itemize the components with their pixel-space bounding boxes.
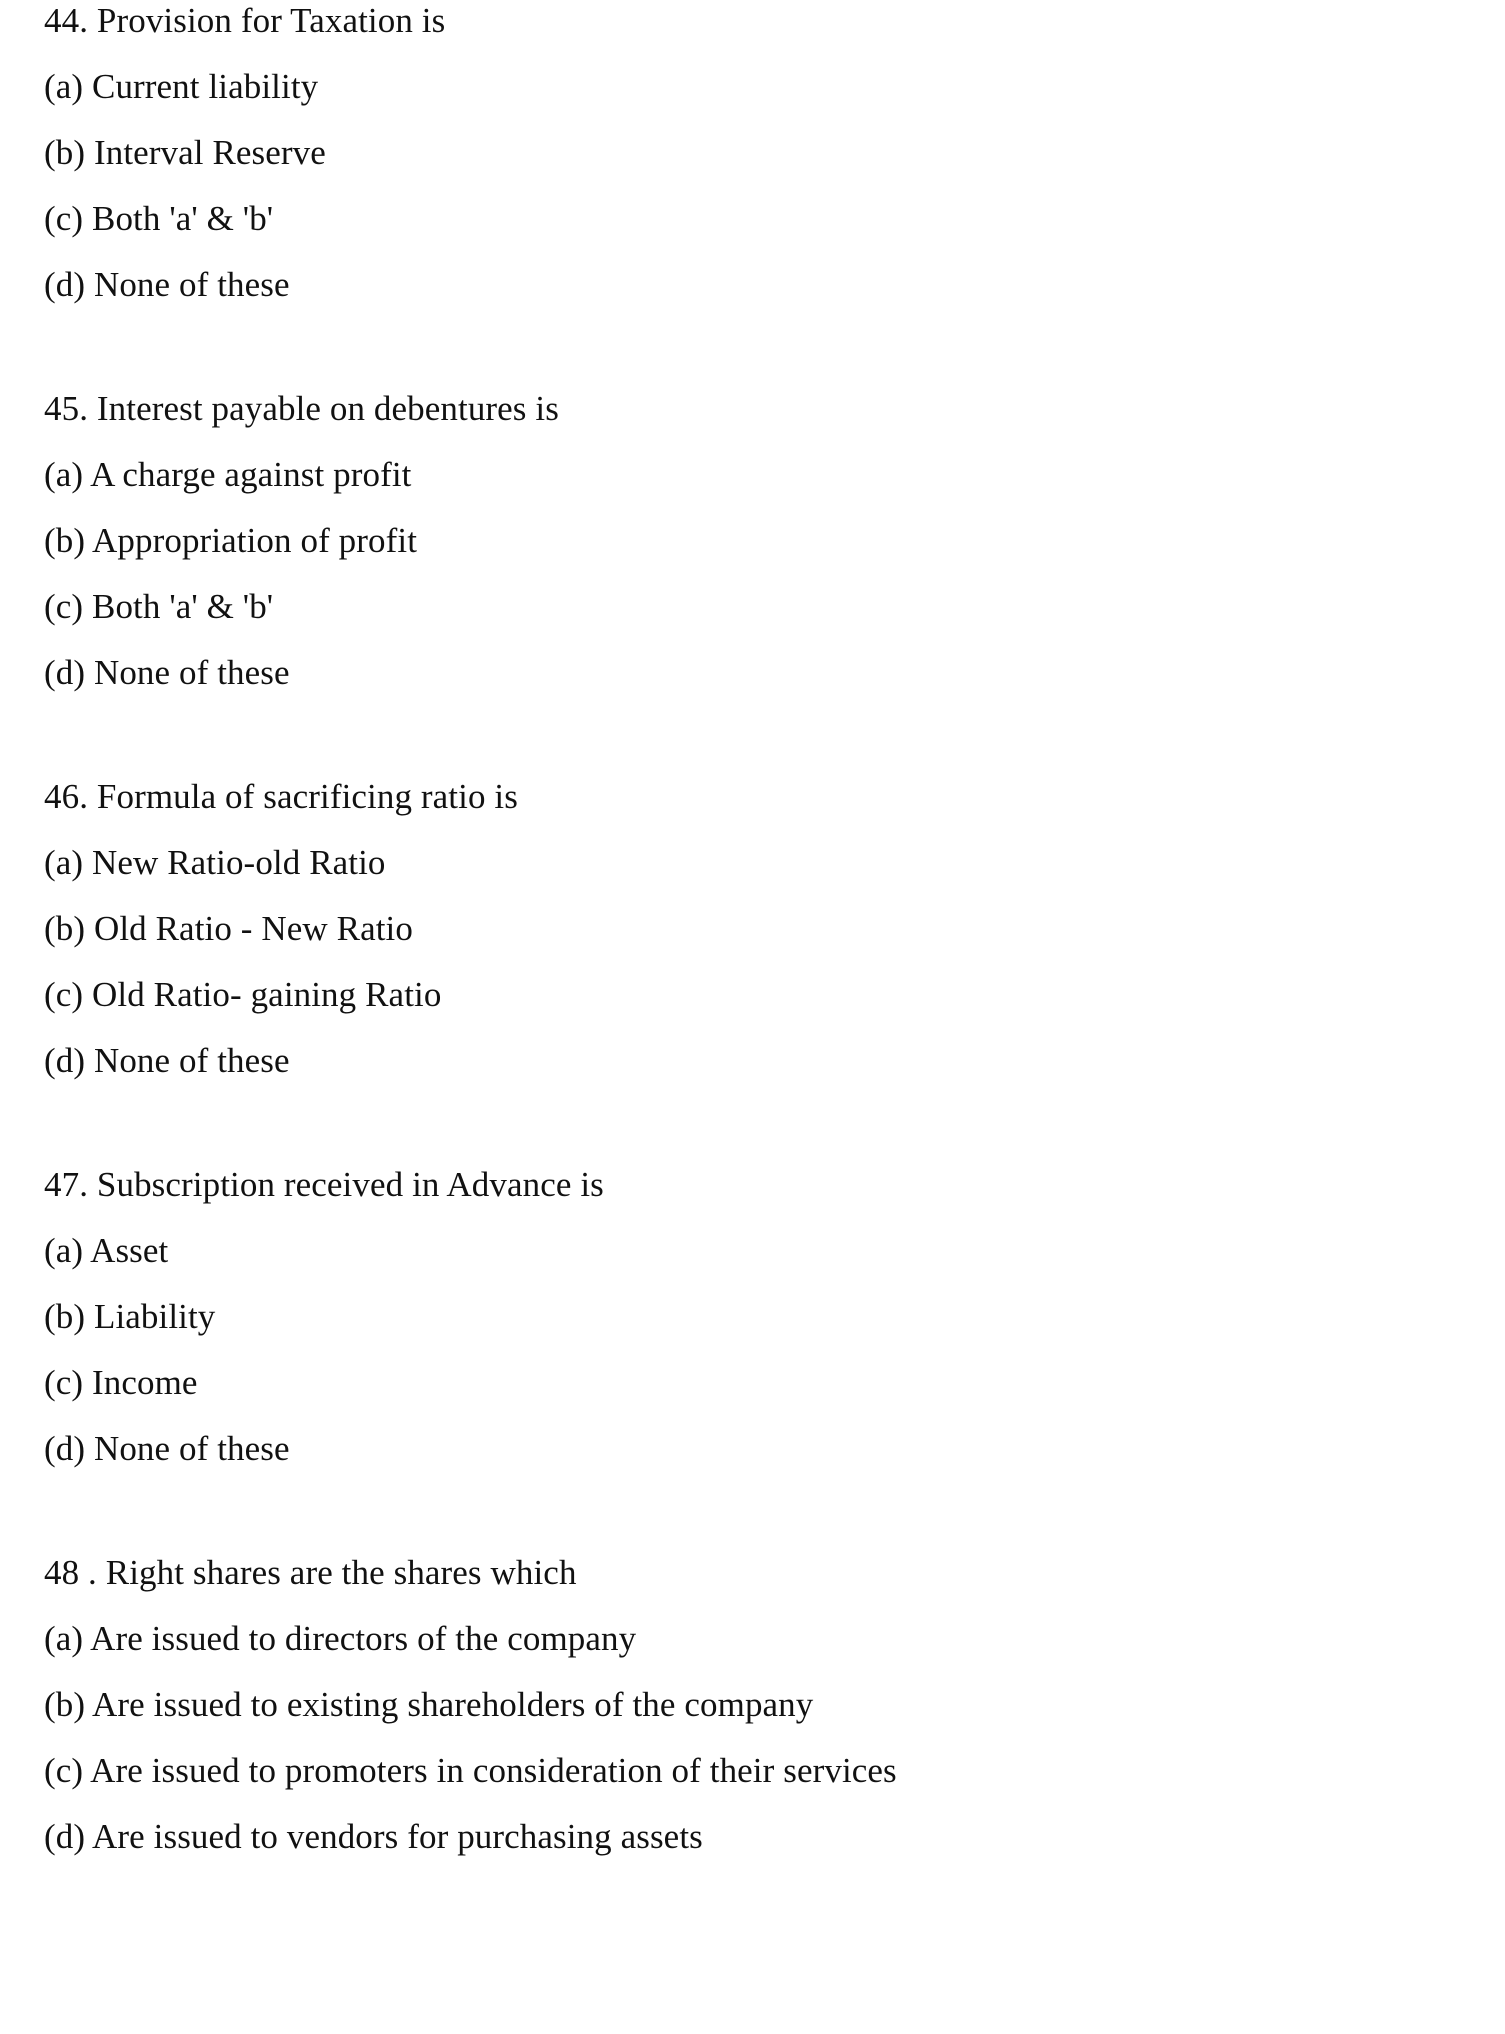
option-list bbox=[44, 442, 1444, 706]
question-block bbox=[44, 1152, 1444, 1482]
option-c[interactable]: (c) Income bbox=[44, 1363, 198, 1402]
question-stem: 44. Provision for Taxation is bbox=[44, 1, 446, 40]
question-list bbox=[44, 0, 1444, 1870]
option-a[interactable]: (a) Are issued to directors of the company bbox=[44, 1619, 637, 1658]
option-d[interactable]: (d) None of these bbox=[44, 265, 290, 304]
option-b[interactable]: (b) Appropriation of profit bbox=[44, 521, 418, 560]
option-list bbox=[44, 1218, 1444, 1482]
question-stem: 48 . Right shares are the shares which bbox=[44, 1553, 577, 1592]
option-list bbox=[44, 1606, 1444, 1870]
option-list bbox=[44, 830, 1444, 1094]
option-d[interactable]: (d) None of these bbox=[44, 653, 290, 692]
question-block bbox=[44, 0, 1444, 318]
option-b[interactable]: (b) Are issued to existing shareholders of the company bbox=[44, 1685, 814, 1724]
option-d[interactable]: (d) Are issued to vendors for purchasing assets bbox=[44, 1817, 703, 1856]
question-stem: 45. Interest payable on debentures is bbox=[44, 389, 559, 428]
question-stem: 46. Formula of sacrificing ratio is bbox=[44, 777, 518, 816]
option-d[interactable]: (d) None of these bbox=[44, 1429, 290, 1468]
option-b[interactable]: (b) Interval Reserve bbox=[44, 133, 326, 172]
question-block bbox=[44, 1540, 1444, 1870]
question-stem: 47. Subscription received in Advance is bbox=[44, 1165, 604, 1204]
option-b[interactable]: (b) Old Ratio - New Ratio bbox=[44, 909, 413, 948]
option-a[interactable]: (a) A charge against profit bbox=[44, 455, 412, 494]
option-c[interactable]: (c) Are issued to promoters in consideration of their services bbox=[44, 1751, 897, 1790]
option-list bbox=[44, 54, 1444, 318]
question-block bbox=[44, 764, 1444, 1094]
option-d[interactable]: (d) None of these bbox=[44, 1041, 290, 1080]
option-c[interactable]: (c) Both 'a' & 'b' bbox=[44, 587, 274, 626]
option-a[interactable]: (a) Current liability bbox=[44, 67, 319, 106]
option-c[interactable]: (c) Both 'a' & 'b' bbox=[44, 199, 274, 238]
option-b[interactable]: (b) Liability bbox=[44, 1297, 216, 1336]
option-c[interactable]: (c) Old Ratio- gaining Ratio bbox=[44, 975, 442, 1014]
option-a[interactable]: (a) New Ratio-old Ratio bbox=[44, 843, 386, 882]
question-block bbox=[44, 376, 1444, 706]
option-a[interactable]: (a) Asset bbox=[44, 1231, 169, 1270]
